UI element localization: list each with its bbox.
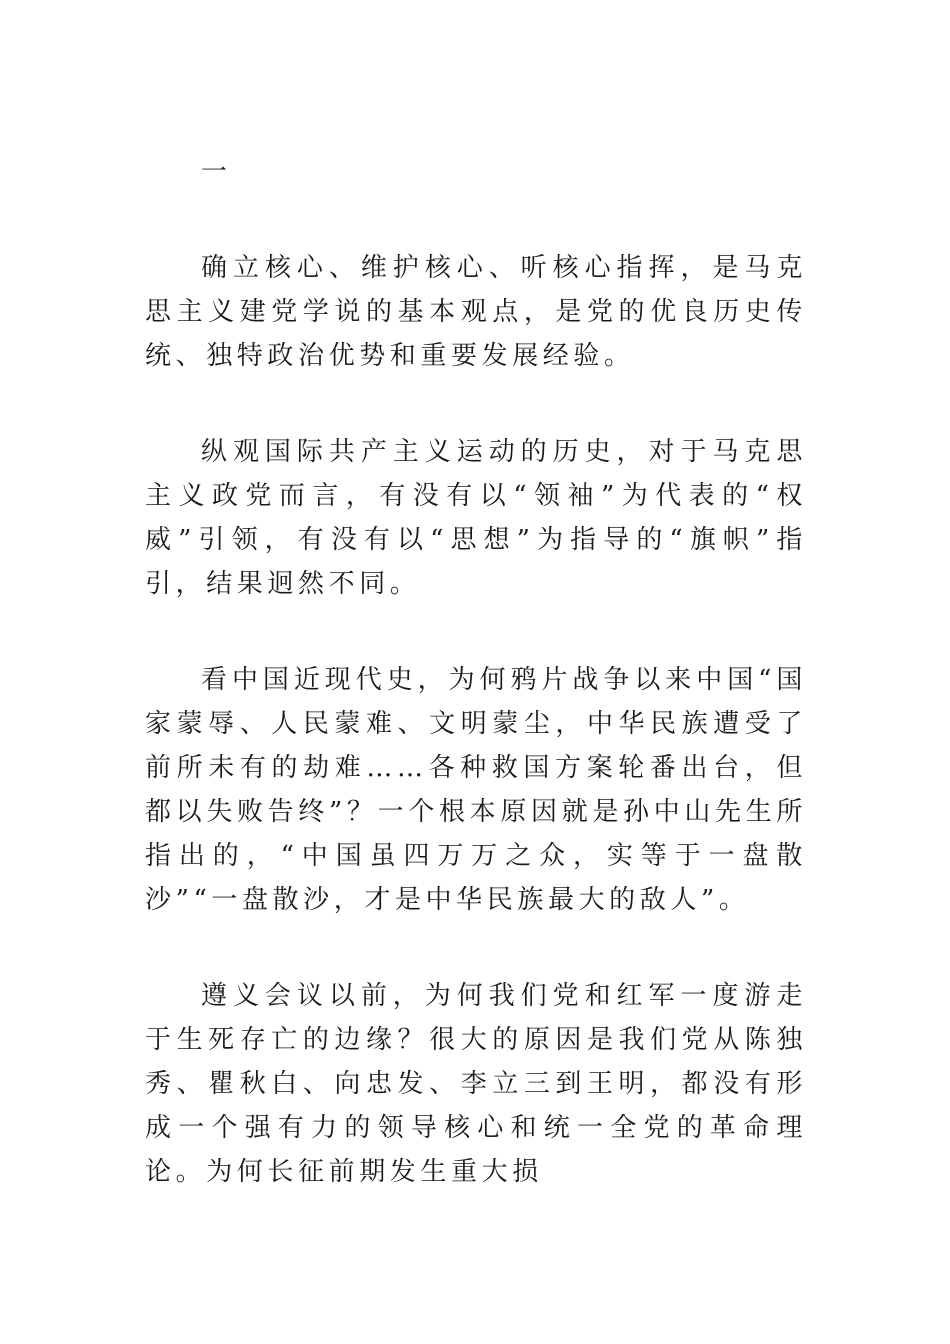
document-body: [145, 150, 807, 1246]
paragraph: 纵观国际共产主义运动的历史，对于马克思主义政党而言，有没有以“领袖”为代表的“权威”引领，有没有以“思想”为指导的“旗帜”指引，结果迥然不同。: [145, 437, 807, 599]
paragraph: 看中国近现代史，为何鸦片战争以来中国“国家蒙辱、人民蒙难、文明蒙尘，中华民族遭受了前所未有的劫难……各种救国方案轮番出台，但都以失败告终”？一个根本原因就是孙中山先生所指出的，“中国虽四万万之众，实等于一盘散沙”“一盘散沙，才是中华民族最大的敌人”。: [145, 665, 807, 915]
paragraph: 确立核心、维护核心、听核心指挥，是马克思主义建党学说的基本观点，是党的优良历史传统、独特政治优势和重要发展经验。: [145, 253, 807, 371]
section-number: 一: [201, 157, 228, 187]
paragraph: 遵义会议以前，为何我们党和红军一度游走于生死存亡的边缘？很大的原因是我们党从陈独秀、瞿秋白、向忠发、李立三到王明，都没有形成一个强有力的领导核心和统一全党的革命理论。为何长征前期发生重大损: [145, 981, 807, 1187]
